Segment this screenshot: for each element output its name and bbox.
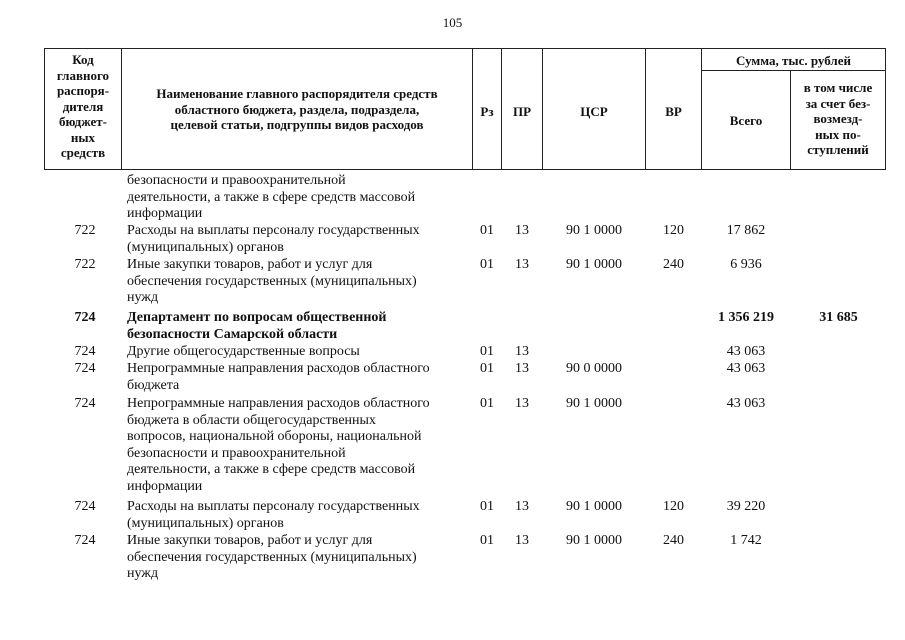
header-top-border: [44, 48, 886, 49]
row-pr: 13: [515, 533, 529, 548]
row-rz: 01: [480, 499, 494, 514]
row-total: 39 220: [726, 499, 766, 514]
row-csr: 90 1 0000: [566, 223, 622, 238]
row-total: 17 862: [726, 223, 766, 238]
row-total: 43 063: [726, 396, 766, 411]
col-divider-right: [885, 48, 886, 170]
header-vr: ВР: [665, 104, 682, 119]
row-vr: 240: [663, 257, 684, 272]
header-free: в том числе за счет без- возмезд- ных по- ступлений: [803, 80, 873, 157]
row-vr: 240: [663, 533, 684, 548]
row-name: Расходы на выплаты персоналу государственных (муниципальных) органов: [127, 223, 420, 255]
row-code: 724: [74, 344, 96, 359]
row-pr: 13: [515, 257, 529, 272]
row-total: 43 063: [726, 344, 766, 359]
row-code: 724: [74, 361, 96, 376]
row-name: Другие общегосударственные вопросы: [127, 344, 360, 359]
row-vr: 120: [663, 223, 684, 238]
row-rz: 01: [480, 533, 494, 548]
row-total: 1 742: [730, 533, 762, 548]
row-code: 724: [74, 533, 96, 548]
row-name: Иные закупки товаров, работ и услуг для обеспечения государственных (муниципальных) нужд: [127, 533, 417, 581]
row-pr: 13: [515, 499, 529, 514]
row-name: Расходы на выплаты персоналу государственных (муниципальных) органов: [127, 499, 420, 531]
row-name: Иные закупки товаров, работ и услуг для обеспечения государственных (муниципальных) нужд: [127, 257, 417, 305]
header-name: Наименование главного распорядителя средств областного бюджета, раздела, подраздела, целевой статьи, подгруппы видов расходов: [156, 86, 438, 132]
row-rz: 01: [480, 396, 494, 411]
row-pr: 13: [515, 361, 529, 376]
row-free: 31 685: [819, 310, 858, 325]
row-rz: 01: [480, 257, 494, 272]
sum-subheader-border: [701, 70, 886, 71]
header-bottom-border: [44, 169, 886, 170]
row-csr: 90 1 0000: [566, 533, 622, 548]
row-rz: 01: [480, 361, 494, 376]
row-rz: 01: [480, 223, 494, 238]
row-code: 724: [74, 499, 96, 514]
header-code: Код главного распоря- дителя бюджет- ных средств: [56, 52, 110, 160]
page-number: 105: [442, 15, 463, 30]
header-rz: Рз: [480, 104, 494, 119]
row-csr: 90 1 0000: [566, 499, 622, 514]
row-code: 722: [74, 223, 96, 238]
row-total: 1 356 219: [718, 310, 774, 325]
row-name: Непрограммные направления расходов областного бюджета в области общегосударственных вопросов, национальной обороны, национальной безопасности и правоохранительной деятельности, а также в сфере средств массовой информации: [127, 396, 430, 494]
row-name: безопасности и правоохранительной деятельности, а также в сфере средств массовой информации: [127, 173, 416, 221]
header-csr: ЦСР: [580, 104, 608, 119]
header-pr: ПР: [512, 104, 532, 119]
row-csr: 90 0 0000: [566, 361, 622, 376]
row-csr: 90 1 0000: [566, 396, 622, 411]
header-sum-title: Сумма, тыс. рублей: [736, 53, 851, 68]
row-pr: 13: [515, 396, 529, 411]
header-total: Всего: [729, 113, 763, 128]
row-total: 43 063: [726, 361, 766, 376]
row-code: 724: [74, 396, 96, 411]
row-vr: 120: [663, 499, 684, 514]
row-code: 722: [74, 257, 96, 272]
row-csr: 90 1 0000: [566, 257, 622, 272]
row-name: Департамент по вопросам общественной безопасности Самарской области: [127, 310, 387, 342]
row-code: 724: [74, 310, 96, 325]
row-name: Непрограммные направления расходов областного бюджета: [127, 361, 430, 393]
row-rz: 01: [480, 344, 494, 359]
row-total: 6 936: [730, 257, 762, 272]
row-pr: 13: [515, 344, 529, 359]
row-pr: 13: [515, 223, 529, 238]
